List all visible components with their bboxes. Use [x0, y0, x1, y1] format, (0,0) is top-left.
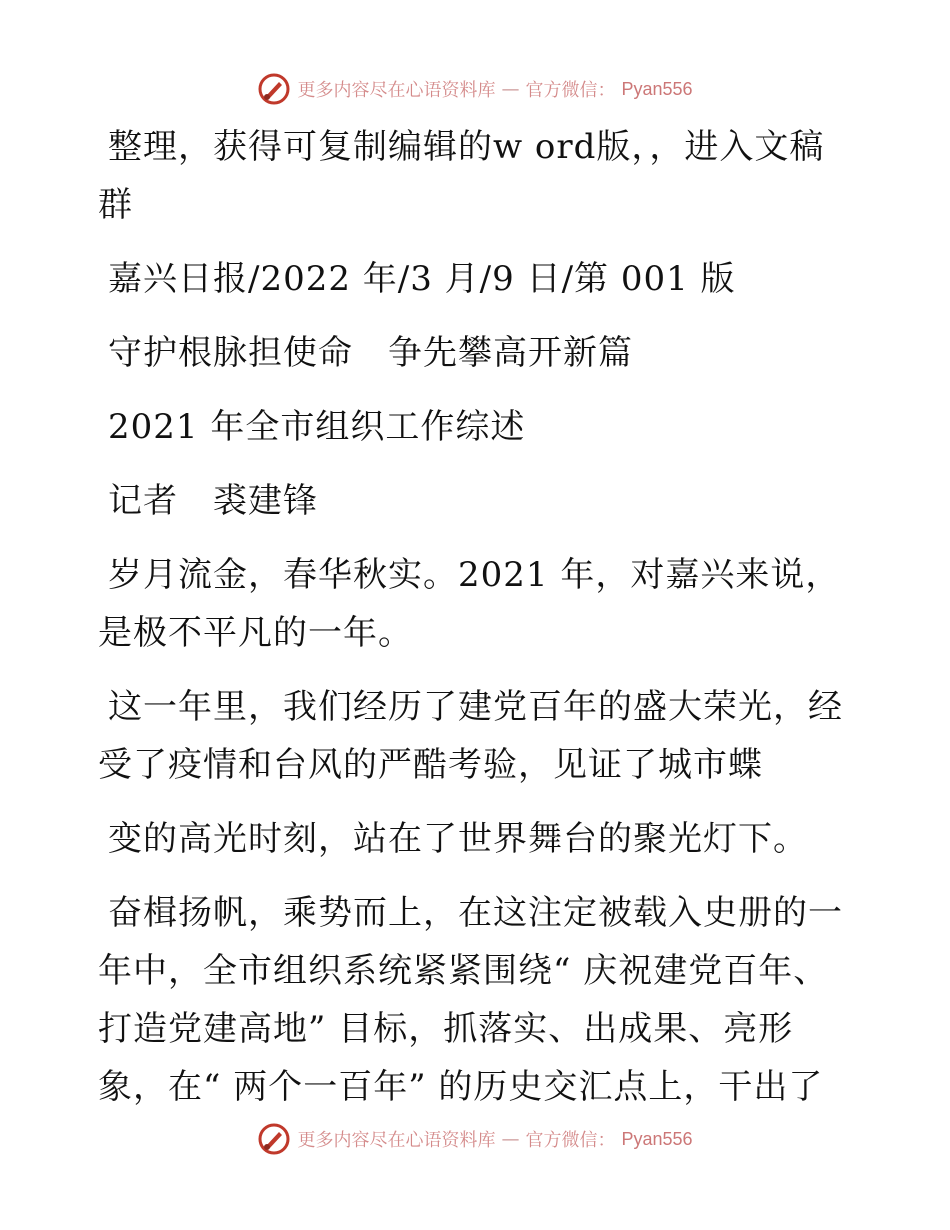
watermark-wechat-label: 官方微信：	[525, 1130, 616, 1151]
paragraph-byline: 记者 裘建锋	[108, 481, 318, 521]
paragraph-source: 嘉兴日报/2022 年/3 月/9 日/第 001 版	[108, 259, 736, 299]
watermark-separator: —	[501, 1128, 520, 1150]
document-body	[98, 118, 858, 1116]
watermark-wechat-label: 官方微信：	[525, 80, 616, 101]
brush-logo-icon	[257, 1122, 291, 1156]
watermark-header	[0, 72, 950, 106]
paragraph-body-3: 变的高光时刻，站在了世界舞台的聚光灯下。	[108, 819, 808, 859]
watermark-text: 更多内容尽在心语资料库	[297, 1130, 496, 1151]
watermark-footer	[0, 1122, 950, 1156]
paragraph-subheadline: 2021 年全市组织工作综述	[108, 407, 526, 447]
watermark-text: 更多内容尽在心语资料库	[297, 80, 496, 101]
paragraph-body-4: 奋楫扬帆，乘势而上，在这注定被载入史册的一年中，全市组织系统紧紧围绕“ 庆祝建党百年、打造党建高地” 目标，抓落实、出成果、亮形象，在“ 两个一百年” 的历史交汇点上，干出了	[98, 893, 843, 1107]
brush-logo-icon	[257, 72, 291, 106]
paragraph-intro: 整理，获得可复制编辑的w ord版，，进入文稿群	[98, 127, 825, 225]
watermark-separator: —	[501, 78, 520, 100]
watermark-wechat-id: Pyan556	[621, 78, 693, 99]
watermark-wechat-id: Pyan556	[621, 1128, 693, 1149]
paragraph-body-2: 这一年里，我们经历了建党百年的盛大荣光，经受了疫情和台风的严酷考验，见证了城市蝶	[98, 687, 843, 785]
paragraph-body-1: 岁月流金，春华秋实。2021 年，对嘉兴来说，是极不平凡的一年。	[98, 555, 841, 653]
paragraph-headline: 守护根脉担使命 争先攀高开新篇	[108, 333, 633, 373]
